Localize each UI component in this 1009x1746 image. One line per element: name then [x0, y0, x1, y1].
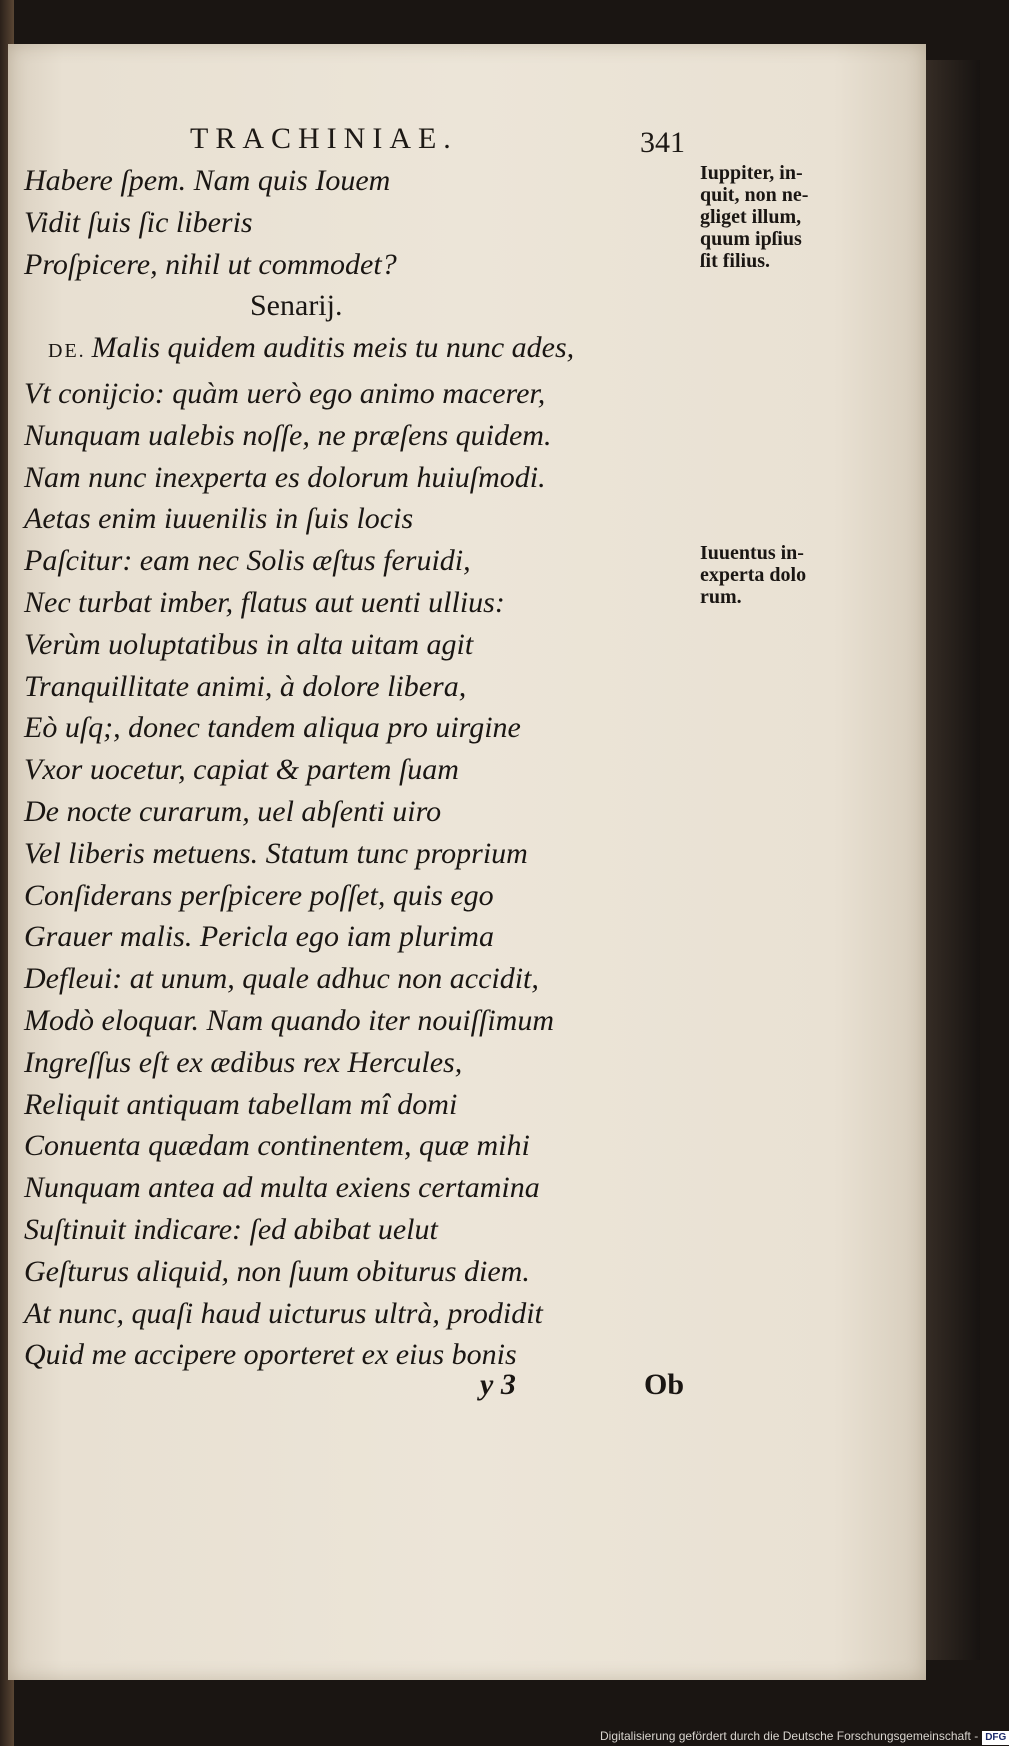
- marginal-note-line: quit, non ne-: [700, 184, 809, 206]
- verse-line: Nec turbat imber, flatus aut uenti ullius:: [24, 585, 505, 619]
- verse-line: Suſtinuit indicare: ſed abibat uelut: [24, 1212, 438, 1246]
- dfg-logo-icon: DFG: [982, 1731, 1009, 1745]
- verse-line: Vt conijcio: quàm uerò ego animo macerer,: [24, 376, 546, 410]
- verse-line: Paſcitur: eam nec Solis æſtus feruidi,: [24, 544, 471, 578]
- signature-mark: y 3: [480, 1368, 516, 1401]
- verse-line: Reliquit antiquam tabellam mî domi: [24, 1087, 458, 1121]
- speaker-label: DE.: [48, 340, 86, 363]
- verse-line: At nunc, quaſi haud uicturus ultrà, prodidit: [24, 1296, 543, 1330]
- verse-line: De nocte curarum, uel abſenti uiro: [24, 794, 442, 828]
- verse-line: Verùm uoluptatibus in alta uitam agit: [24, 627, 474, 661]
- verse-line: Grauer malis. Pericla ego iam plurima: [24, 920, 494, 954]
- verse-text: [24, 160, 664, 1376]
- verse-line: Conſiderans perſpicere poſſet, quis ego: [24, 878, 494, 912]
- marginal-note: [700, 542, 860, 608]
- verse-line: Defleui: at unum, quale adhuc non accidit,: [24, 962, 539, 996]
- marginal-note-line: Iuppiter, in-: [700, 162, 803, 184]
- verse-line: Nunquam antea ad multa exiens certamina: [24, 1171, 540, 1205]
- digitization-credit: [600, 1726, 1007, 1746]
- verse-line: Tranquillitate animi, à dolore libera,: [24, 669, 467, 703]
- marginal-note-line: ſit filius.: [700, 250, 771, 272]
- verse-line: Eò uſq;, donec tandem aliqua pro uirgine: [24, 711, 521, 745]
- page-edge-shadow: [918, 60, 980, 1660]
- verse-line: Nam nunc inexperta es dolorum huiuſmodi.: [24, 460, 546, 494]
- verse-line: Conuenta quædam continentem, quæ mihi: [24, 1129, 530, 1163]
- verse-line-text: Malis quidem auditis meis tu nunc ades,: [91, 331, 575, 365]
- page-number: 341: [640, 126, 685, 159]
- verse-line: Aetas enim iuuenilis in ſuis locis: [24, 502, 414, 536]
- section-heading: Senarij.: [250, 289, 343, 323]
- marginal-note-line: rum.: [700, 586, 742, 608]
- verse-line: Habere ſpem. Nam quis Iouem: [24, 164, 391, 197]
- verse-line: Quid me accipere oporteret ex eius bonis: [24, 1338, 517, 1372]
- verse-line: Geſturus aliquid, non ſuum obiturus diem.: [24, 1254, 530, 1288]
- credit-text: Digitalisierung gefördert durch die Deutsche Forschungsgemeinschaft -: [600, 1729, 979, 1743]
- verse-line: Ingreſſus eſt ex ædibus rex Hercules,: [24, 1045, 463, 1079]
- verse-line: Vel liberis metuens. Statum tunc proprium: [24, 836, 528, 870]
- verse-line: Vidit ſuis ſic liberis: [24, 205, 253, 239]
- verse-line: [24, 327, 664, 373]
- marginal-note: [700, 162, 860, 272]
- running-title: TRACHINIAE.: [190, 122, 458, 155]
- catchword: Ob: [644, 1368, 685, 1401]
- verse-line: Proſpicere, nihil ut commodet?: [24, 247, 397, 281]
- marginal-note-line: quum ipſius: [700, 228, 802, 250]
- marginal-note-line: Iuuentus in-: [700, 542, 804, 564]
- verse-line: Vxor uocetur, capiat & partem ſuam: [24, 753, 459, 787]
- verse-line: Modò eloquar. Nam quando iter nouiſſimum: [24, 1003, 554, 1037]
- marginal-note-line: gliget illum,: [700, 206, 802, 228]
- verse-line: Nunquam ualebis noſſe, ne præſens quidem.: [24, 418, 552, 452]
- marginal-note-line: experta dolo: [700, 564, 807, 586]
